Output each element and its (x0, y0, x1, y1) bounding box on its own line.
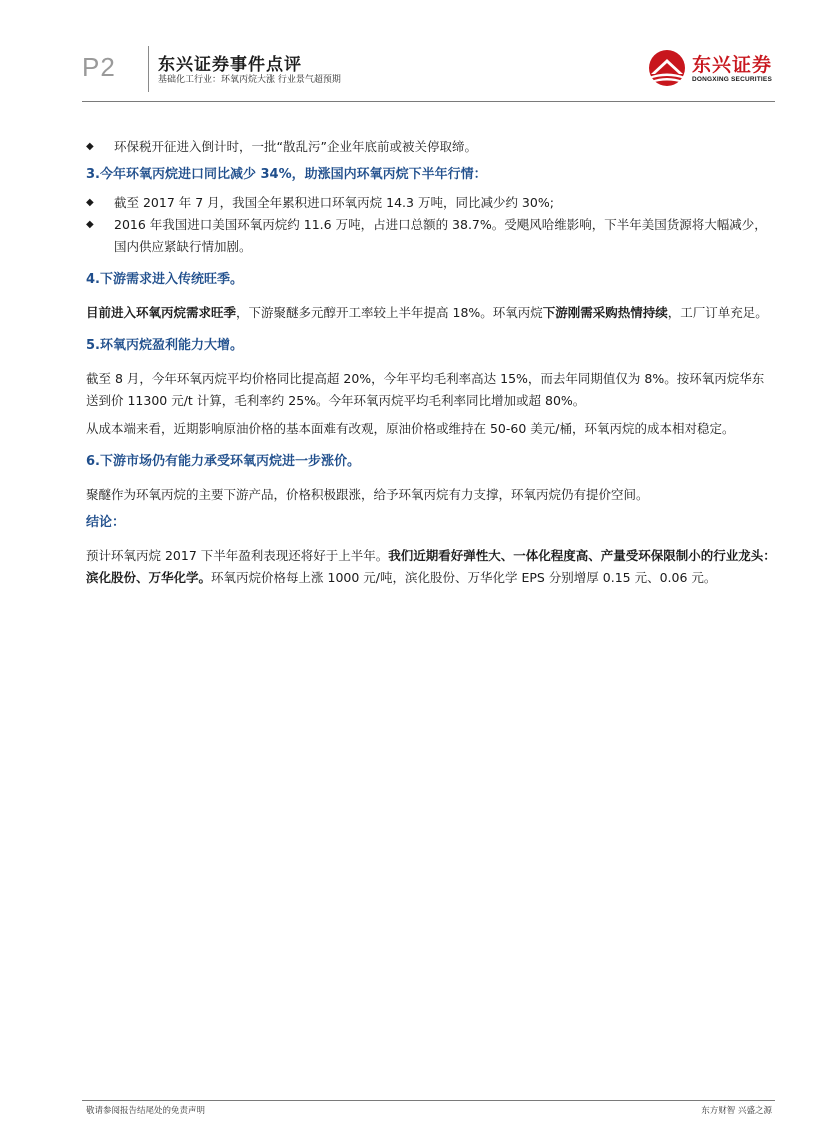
report-subtitle: 基础化工行业：环氧丙烷大涨 行业景气超预期 (158, 75, 341, 85)
logo-chinese-name: 东兴证券 (692, 54, 773, 76)
dongxing-logo-icon (645, 48, 689, 88)
list-item: ◆ 截至 2017 年 7 月，我国全年累积进口环氧丙烷 14.3 万吨，同比减少约 30%; (86, 192, 776, 214)
footer-slogan: 东方财智 兴盛之源 (701, 1106, 772, 1116)
company-logo (645, 46, 775, 92)
page-number: P2 (82, 52, 116, 82)
list-item: ◆ 2016 年我国进口美国环氧丙烷约 11.6 万吨，占进口总额的 38.7%。受飓风哈维影响，下半年美国货源将大幅减少，国内供应紧缺行情加剧。 (86, 214, 776, 258)
bullet-diamond-icon: ◆ (86, 219, 94, 230)
section-heading-4: 4.下游需求进入传统旺季。 (86, 272, 243, 287)
section-heading-6: 6.下游市场仍有能力承受环氧丙烷进一步涨价。 (86, 454, 360, 469)
report-body (86, 136, 776, 589)
section-heading-3: 3.今年环氧丙烷进口同比减少 34%，助涨国内环氧丙烷下半年行情： (86, 167, 487, 182)
bullet-diamond-icon: ◆ (86, 197, 94, 208)
header-divider (148, 46, 149, 92)
list-item: ◆ 环保税开征进入倒计时，一批“散乱污”企业年底前或被关停取缔。 (86, 136, 776, 158)
footer-rule (82, 1100, 775, 1101)
paragraph: 聚醚作为环氧丙烷的主要下游产品，价格积极跟涨，给予环氧丙烷有力支撑，环氧丙烷仍有提价空间。 (86, 487, 649, 502)
logo-english-name: DONGXING SECURITIES (692, 76, 773, 83)
paragraph: 截至 8 月，今年环氧丙烷平均价格同比提高超 20%，今年平均毛利率高达 15%，而去年同期值仅为 8%。按环氧丙烷华东送到价 11300 元/t 计算，毛利率约 25%。今年环氧丙烷平均毛利率同比增加或超 80%。 (86, 371, 765, 408)
footer-disclaimer: 敬请参阅报告结尾处的免责声明 (86, 1106, 206, 1116)
bullet-diamond-icon: ◆ (86, 141, 94, 152)
header-rule (82, 101, 775, 102)
paragraph: 目前进入环氧丙烷需求旺季，下游聚醚多元醇开工率较上半年提高 18%。环氧丙烷下游刚需采购热情持续，工厂订单充足。 (86, 305, 768, 320)
conclusion-paragraph: 预计环氧丙烷 2017 下半年盈利表现还将好于上半年。我们近期看好弹性大、一体化程度高、产量受环保限制小的行业龙头：滨化股份、万华化学。环氧丙烷价格每上涨 1000 元/吨，滨化股份、万华化学 EPS 分别增厚 0.15 元、0.06 元。 (86, 548, 776, 585)
report-type-title: 东兴证券事件点评 (158, 55, 302, 75)
section-heading-5: 5.环氧丙烷盈利能力大增。 (86, 338, 243, 353)
paragraph: 从成本端来看，近期影响原油价格的基本面难有改观，原油价格或维持在 50-60 美元/桶，环氧丙烷的成本相对稳定。 (86, 421, 735, 436)
conclusion-heading: 结论： (86, 515, 126, 530)
